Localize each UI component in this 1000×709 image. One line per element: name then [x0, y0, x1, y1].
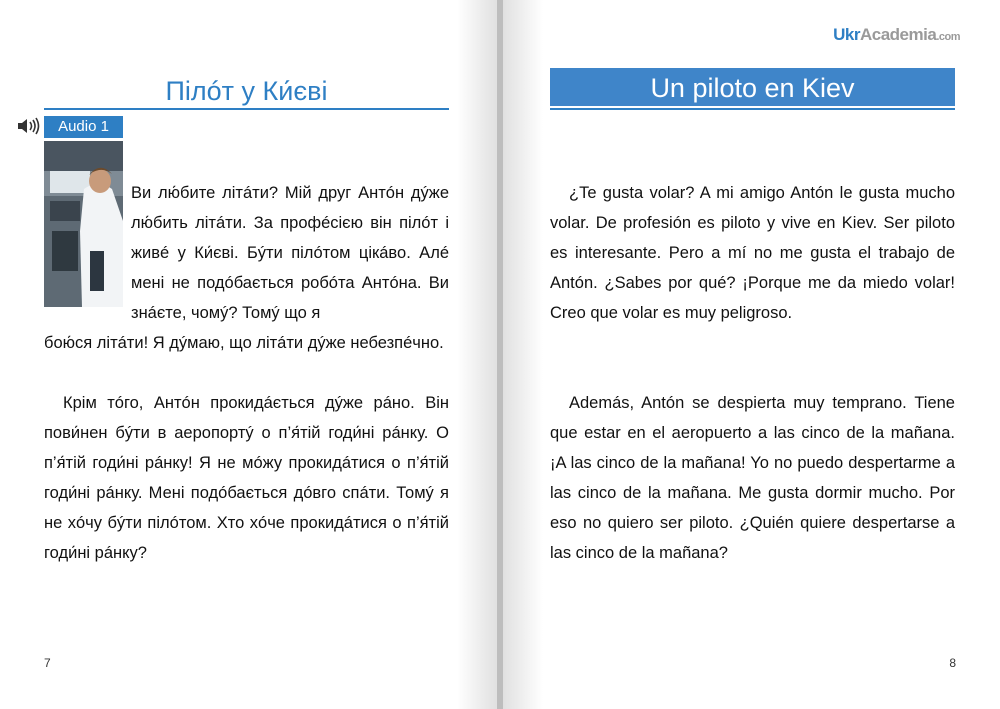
page-title: Un piloto en Kiev: [650, 73, 855, 103]
audio-1-button[interactable]: Audio 1: [44, 116, 123, 138]
paragraph-2: Además, Antón se despierta muy temprano. Tiene que estar en el aeropuerto a las cinco de la mañana. ¡A las cinco de la mañana! Yo no puedo despertarme a las cinco de la mañana. Me gusta dormir mucho. Por eso no quiero ser piloto. ¿Quién quiere despertarse a las cinco de la mañana?: [550, 394, 955, 562]
title-underline: [44, 108, 449, 110]
gutter-shadow: [457, 0, 497, 709]
pilot-photo: [44, 141, 123, 307]
paragraph-1-top: Ви лю́бите літáти? Мій друг Антóн дýже лю́бить літáти. За профéсією він пілóт і живé у Ки́єві. Бýти пілóтом цікáво. Алé мені не подóбається робóта Антóна. Ви знáєте, чомý? Томý що я: [131, 184, 449, 322]
paragraph-1: ¿Te gusta volar? A mi amigo Antón le gusta mucho volar. De profesión es piloto y vive en Kiev. Ser piloto es interesante. Pero a mí no me gusta el trabajo de Antón. ¿Sabes por qué? ¡Porque me da miedo volar! Creo que volar es muy peligroso.: [550, 184, 955, 322]
logo-ukr: Ukr: [833, 25, 860, 44]
speaker-icon[interactable]: [16, 116, 42, 136]
page-number: 7: [44, 656, 51, 670]
paragraph-2: Крім тóго, Антóн прокидáється дýже рáно. Він пови́нен бýти в аеропортý о п’я́тій годи́ні рáнку. О п’я́тій годи́ні рáнку! Я не мóжу прокидáтися о п’я́тій годи́ні рáнку. Мені подóбається дóвго спáти. Томý я не хóчу бýти пілóтом. Хто хóче прокидáтися о п’я́тій годи́ні рáнку?: [44, 394, 449, 562]
paragraph-1-bottom: бою́ся літáти! Я дýмаю, що літáти дýже небезпéчно.: [44, 334, 444, 352]
gutter-shadow: [503, 0, 543, 709]
ukracademia-logo: [833, 25, 960, 45]
logo-com: .com: [936, 31, 960, 43]
left-page: [0, 0, 497, 709]
page-number: 8: [949, 656, 956, 670]
logo-academia: Academia: [859, 25, 937, 44]
title-underline: [550, 108, 955, 110]
right-page: [503, 0, 1000, 709]
page-title: Пілóт у Ки́єві: [165, 76, 328, 106]
